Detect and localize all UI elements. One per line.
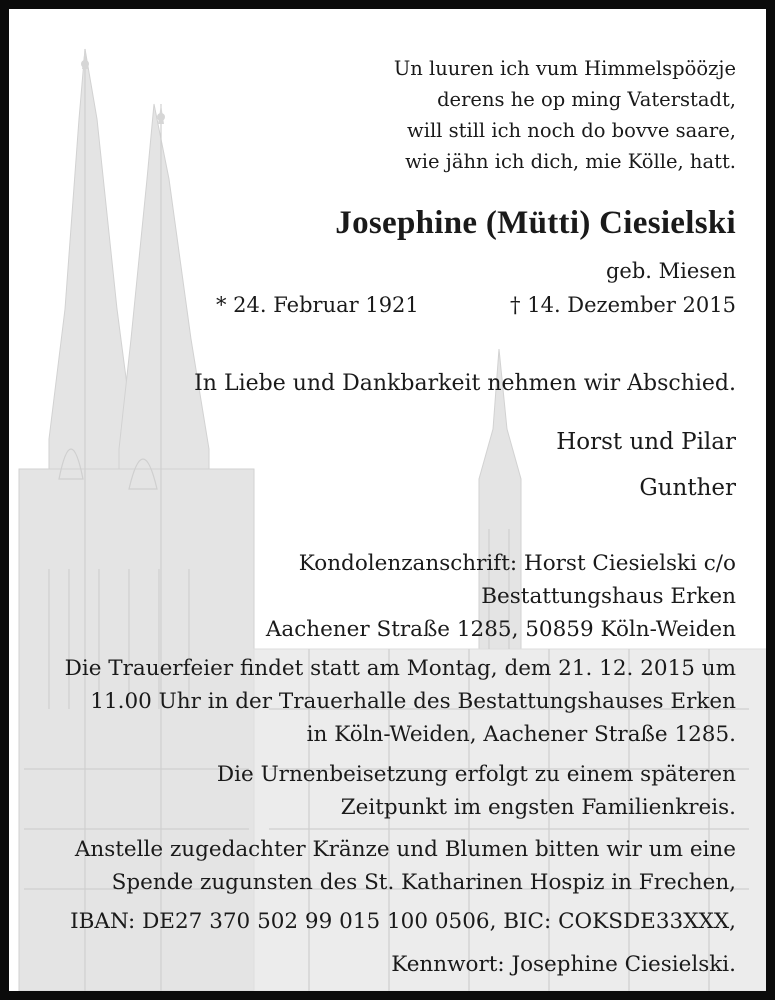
urn-line: Zeitpunkt im engsten Familienkreis. <box>340 795 736 820</box>
birth-date: * 24. Februar 1921 <box>216 293 419 317</box>
poem <box>394 53 736 177</box>
death-date: † 14. Dezember 2015 <box>510 293 736 317</box>
farewell-text: In Liebe und Dankbarkeit nehmen wir Abschied. <box>194 371 736 396</box>
signatory: Gunther <box>639 475 736 501</box>
ceremony-info <box>65 652 736 751</box>
urn-line: Die Urnenbeisetzung erfolgt zu einem späteren <box>216 762 736 787</box>
address-line: Kondolenzanschrift: Horst Ciesielski c/o <box>298 551 736 576</box>
condolence-address <box>266 547 736 646</box>
life-dates <box>216 293 736 323</box>
ceremony-line: in Köln-Weiden, Aachener Straße 1285. <box>306 722 736 747</box>
donation-request <box>75 833 736 899</box>
deceased-name: Josephine (Mütti) Ciesielski <box>335 205 736 241</box>
poem-line: wie jähn ich dich, mie Kölle, hatt. <box>405 150 736 173</box>
donation-line: Anstelle zugedachter Kränze und Blumen bitten wir um eine <box>74 837 736 862</box>
donation-line: Spende zugunsten des St. Katharinen Hospiz in Frechen, <box>111 870 736 895</box>
address-line: Bestattungshaus Erken <box>481 584 736 609</box>
urn-burial-info <box>217 758 736 824</box>
address-line: Aachener Straße 1285, 50859 Köln-Weiden <box>265 617 736 642</box>
ceremony-line: Die Trauerfeier findet statt am Montag, dem 21. 12. 2015 um <box>64 656 736 681</box>
poem-line: Un luuren ich vum Himmelspöözje <box>393 57 736 80</box>
ceremony-line: 11.00 Uhr in der Trauerhalle des Bestattungshauses Erken <box>90 689 736 714</box>
bank-details: IBAN: DE27 370 502 99 015 100 0506, BIC: COKSDE33XXX, <box>70 909 736 934</box>
signatory: Horst und Pilar <box>556 429 736 455</box>
poem-line: will still ich noch do bovve saare, <box>407 119 736 142</box>
poem-line: derens he op ming Vaterstadt, <box>437 88 736 111</box>
donation-keyword: Kennwort: Josephine Ciesielski. <box>391 952 736 977</box>
birth-name: geb. Miesen <box>605 259 736 283</box>
